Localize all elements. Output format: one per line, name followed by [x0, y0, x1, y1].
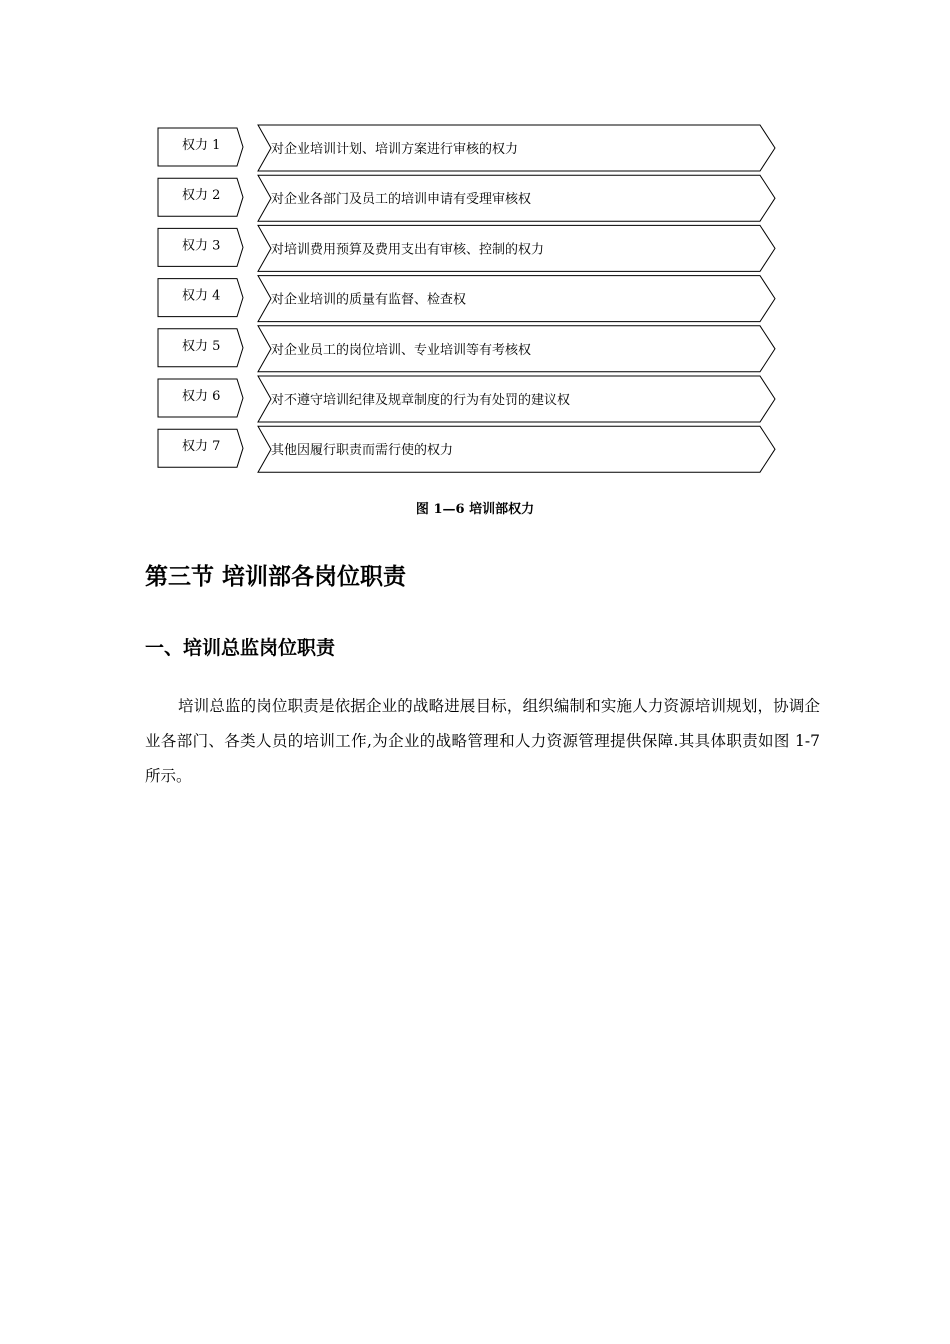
power-row — [158, 376, 775, 422]
power-row — [158, 426, 775, 472]
power-description: 其他因履行职责而需行使的权力 — [271, 443, 454, 459]
power-row — [158, 175, 775, 221]
power-label: 权力 2 — [182, 188, 221, 204]
power-label: 权力 5 — [182, 338, 221, 354]
power-description: 对培训费用预算及费用支出有审核、控制的权力 — [271, 242, 545, 258]
power-description: 对不遵守培训纪律及规章制度的行为有处罚的建议权 — [271, 393, 571, 408]
power-label: 权力 6 — [182, 389, 221, 404]
power-description: 对企业各部门及员工的培训申请有受理审核权 — [271, 192, 532, 208]
power-label: 权力 4 — [182, 288, 221, 304]
power-row — [158, 225, 775, 271]
figure-caption: 图 1—6 培训部权力 — [415, 502, 535, 517]
power-label: 权力 7 — [182, 439, 221, 455]
power-description: 对企业培训计划、培训方案进行审核的权力 — [271, 142, 519, 157]
power-row — [158, 326, 775, 372]
power-row — [158, 125, 775, 171]
power-label: 权力 3 — [182, 238, 221, 254]
power-description: 对企业培训的质量有监督、检查权 — [271, 292, 467, 308]
power-description: 对企业员工的岗位培训、专业培训等有考核权 — [271, 342, 532, 358]
section-title: 第三节 培训部各岗位职责 — [145, 563, 407, 590]
subsection-title: 一、培训总监岗位职责 — [145, 637, 336, 659]
power-label: 权力 1 — [182, 138, 221, 153]
training-department-powers-diagram — [155, 122, 785, 482]
body-paragraph: 培训总监的岗位职责是依据企业的战略进展目标，组织编制和实施人力资源培训规划，协调企业各部门、各类人员的培训工作,为企业的战略管理和人力资源管理提供保障.其具体职责如图 1-7 所示。 — [145, 697, 820, 785]
power-row — [158, 276, 775, 322]
